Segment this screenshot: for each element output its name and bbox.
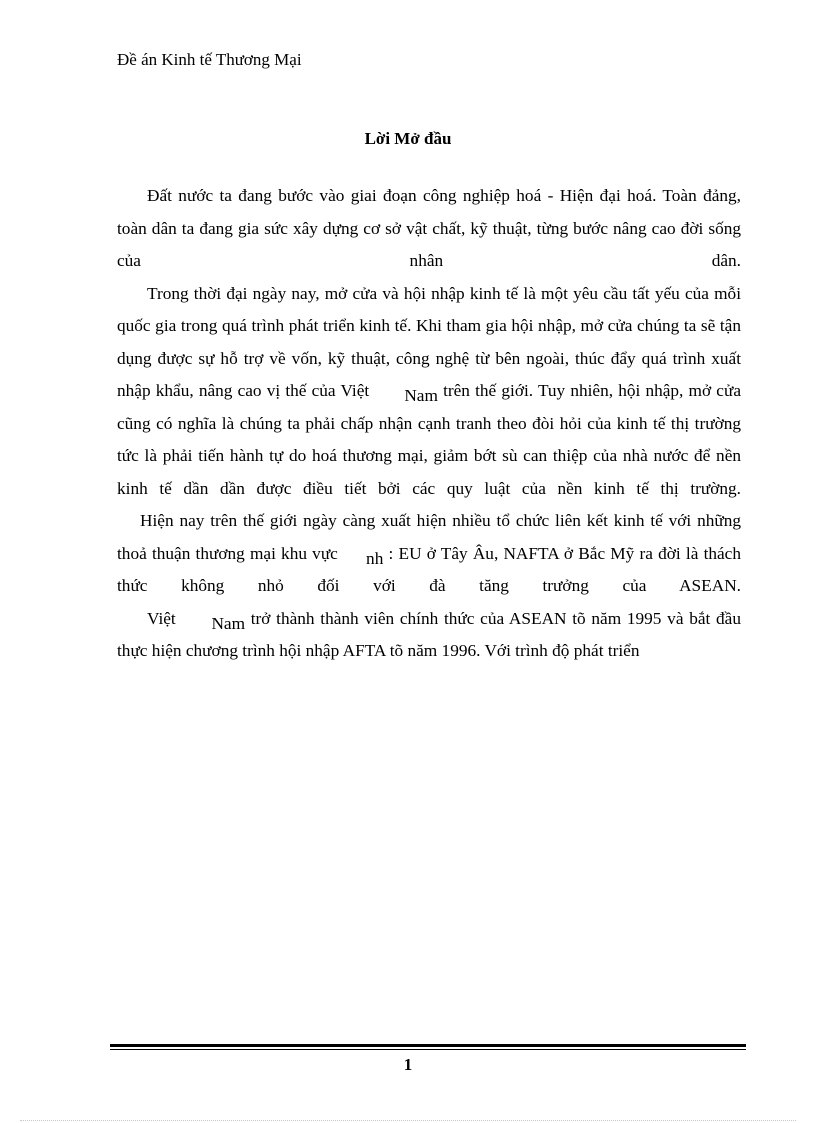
paragraph-4-text-a: Việt: [147, 608, 182, 628]
document-body: [117, 180, 741, 668]
paragraph-4-text-b: trở thành thành viên chính thức của ASEAN tõ năm 1995 và bắt đầu thực hiện chương trình hội nhập AFTA tõ năm 1996. Với trình độ phát triển: [117, 608, 741, 660]
paragraph-3: [117, 505, 741, 603]
paragraph-4: [117, 603, 741, 668]
page-number: 1: [403, 1055, 413, 1074]
paragraph-3-nh: nh: [366, 548, 384, 568]
footer-rule-thin: [110, 1049, 746, 1050]
paragraph-3-text-b: : EU ở Tây Âu, NAFTA ở Bắc Mỹ ra đời là thách thức không nhỏ đối với đà tăng trưởng của ASEAN.: [117, 543, 741, 595]
document-title: Lời Mở đầu: [364, 129, 452, 148]
footer-rule-thick: [110, 1044, 746, 1047]
page-header: Đề án Kinh tế Thương Mại: [117, 50, 302, 69]
paragraph-4-nam: Nam: [211, 613, 246, 633]
paragraph-1: Đất nước ta đang bước vào giai đoạn công nghiệp hoá - Hiện đại hoá. Toàn đảng, toàn dân ta đang gia sức xây dựng cơ sở vật chất, kỹ thuật, từng bước nâng cao đời sống của nhân dân.: [117, 186, 741, 270]
paragraph-2-text-a: Trong thời đại ngày nay, mở cửa và hội nhập kinh tế là một yêu cầu tất yếu của mỗi quốc gia trong quá trình phát triển kinh tế. Khi tham gia hội nhập, mở cửa chúng ta sẽ tận dụng được sự hỗ trợ về vốn, kỹ thuật, công nghệ từ bên ngoài, thúc đẩy quá trình xuất nhập khẩu, nâng cao vị thế của Việt: [117, 283, 741, 400]
paragraph-3-text-a: Hiện nay trên thế giới ngày càng xuất hiện nhiều tổ chức liên kết kinh tế với những thoả thuận thương mại khu vực: [117, 511, 741, 563]
paragraph-2-nam: Nam: [404, 386, 438, 405]
paragraph-2-text-b: trên thế giới. Tuy nhiên, hội nhập, mở cửa cũng có nghĩa là chúng ta phải chấp nhận cạnh tranh theo đòi hỏi của kinh tế thị trường tức là phải tiến hành tự do hoá thương mại, giảm bớt sù can thiệp của nhà nước để nền kinh tế dần dần được điều tiết bởi các quy luật của nền kinh tế thị trường.: [117, 381, 741, 498]
page-bottom-divider: [20, 1120, 796, 1121]
paragraph-2: [117, 278, 741, 506]
